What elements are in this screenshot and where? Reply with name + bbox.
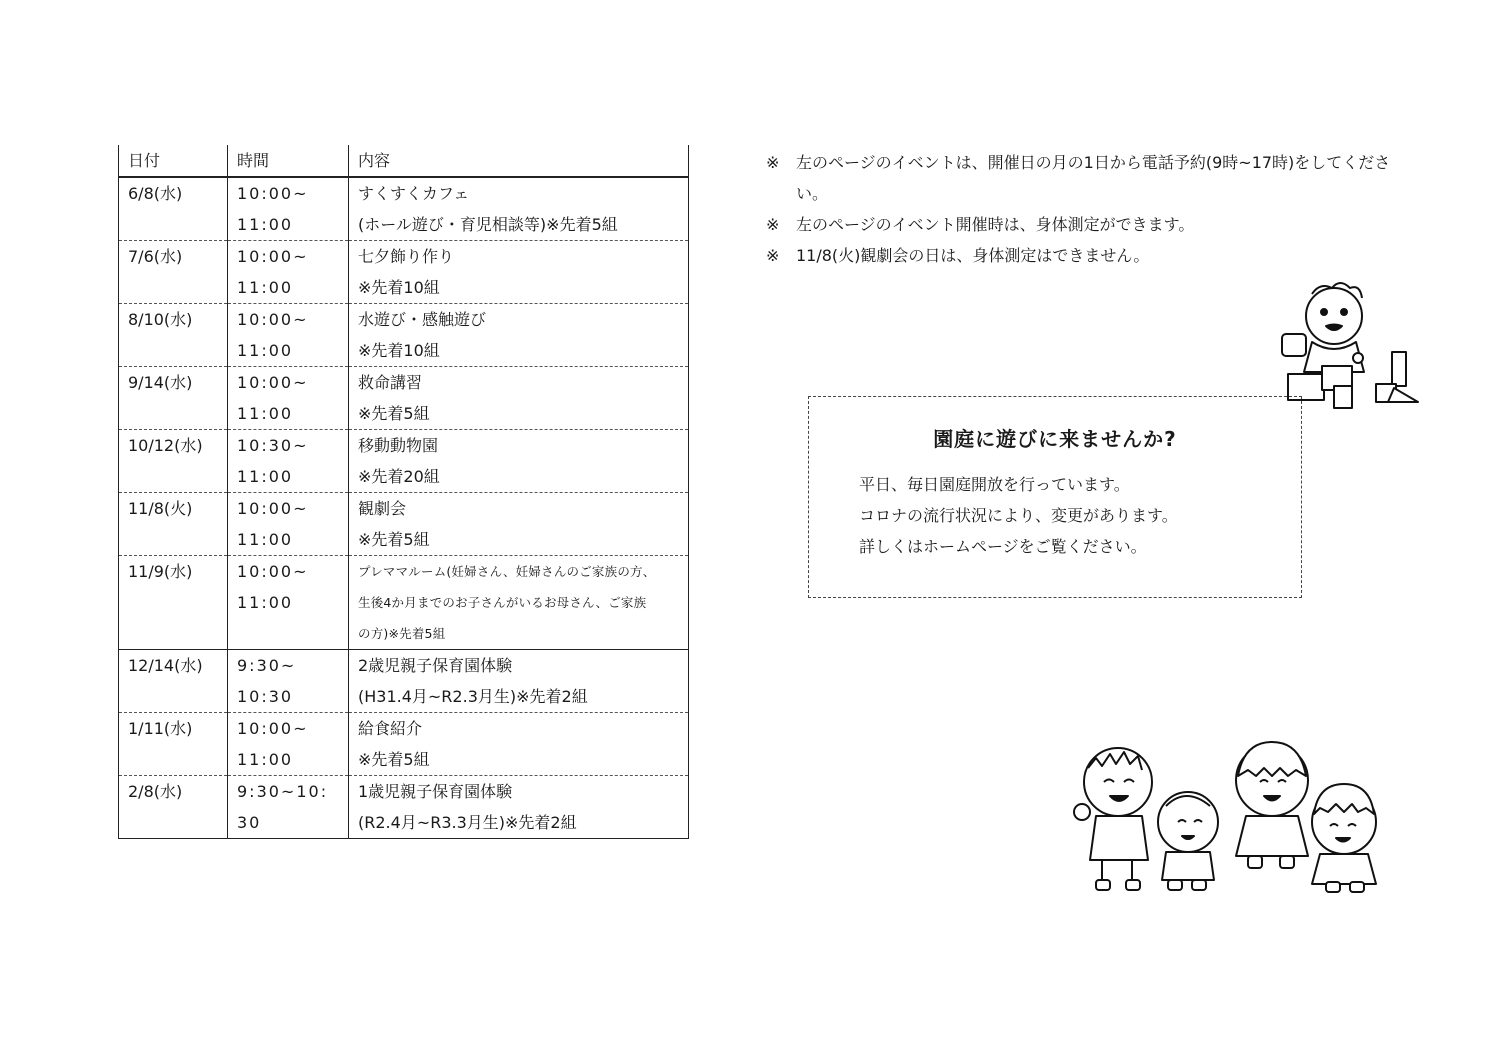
row-time: 10:00~ 11:00 bbox=[228, 304, 349, 367]
row-content: 救命講習 ※先着5組 bbox=[349, 367, 689, 430]
table-row bbox=[119, 556, 689, 650]
table-row bbox=[119, 430, 689, 493]
garden-line: コロナの流行状況により、変更があります。 bbox=[859, 506, 1178, 525]
row-time: 10:00~ 11:00 bbox=[228, 493, 349, 556]
table-row bbox=[119, 650, 689, 713]
row-date: 6/8(水) bbox=[119, 177, 228, 241]
garden-title: 園庭に遊びに来ませんか? bbox=[933, 427, 1177, 451]
table-row bbox=[119, 776, 689, 839]
table-row bbox=[119, 493, 689, 556]
note-mark: ※ bbox=[766, 246, 780, 265]
garden-lines bbox=[859, 469, 1178, 562]
header-content: 内容 bbox=[349, 145, 689, 177]
row-date: 11/9(水) bbox=[119, 556, 228, 650]
row-time: 9:30~10: 30 bbox=[228, 776, 349, 839]
row-time: 9:30~ 10:30 bbox=[228, 650, 349, 713]
row-date: 9/14(水) bbox=[119, 367, 228, 430]
note-item bbox=[766, 240, 1406, 271]
four-children-icon bbox=[1066, 740, 1386, 898]
notes-list bbox=[766, 147, 1406, 271]
row-content: 2歳児親子保育園体験 (H31.4月~R2.3月生)※先着2組 bbox=[349, 650, 689, 713]
header-date: 日付 bbox=[119, 145, 228, 177]
row-date: 8/10(水) bbox=[119, 304, 228, 367]
table-row bbox=[119, 177, 689, 241]
garden-open-notice bbox=[808, 396, 1302, 598]
row-date: 7/6(水) bbox=[119, 241, 228, 304]
note-mark: ※ bbox=[766, 215, 780, 234]
row-time: 10:00~ 11:00 bbox=[228, 713, 349, 776]
row-content: 水遊び・感触遊び ※先着10組 bbox=[349, 304, 689, 367]
row-date: 1/11(水) bbox=[119, 713, 228, 776]
row-date: 12/14(水) bbox=[119, 650, 228, 713]
row-content: 1歳児親子保育園体験 (R2.4月~R3.3月生)※先着2組 bbox=[349, 776, 689, 839]
row-time: 10:00~ 11:00 bbox=[228, 556, 349, 650]
row-time: 10:00~ 11:00 bbox=[228, 241, 349, 304]
table-row bbox=[119, 241, 689, 304]
row-date: 2/8(水) bbox=[119, 776, 228, 839]
note-item bbox=[766, 147, 1406, 209]
child-with-blocks-icon bbox=[1272, 276, 1422, 411]
garden-line: 平日、毎日園庭開放を行っています。 bbox=[859, 475, 1130, 494]
row-time: 10:30~ 11:00 bbox=[228, 430, 349, 493]
row-date: 11/8(火) bbox=[119, 493, 228, 556]
table-row bbox=[119, 304, 689, 367]
garden-line: 詳しくはホームページをご覧ください。 bbox=[859, 537, 1147, 556]
row-time: 10:00~ 11:00 bbox=[228, 367, 349, 430]
note-text: 左のページのイベントは、開催日の月の1日から電話予約(9時~17時)をしてください。 bbox=[796, 153, 1391, 203]
row-content: 給食紹介 ※先着5組 bbox=[349, 713, 689, 776]
row-date: 10/12(水) bbox=[119, 430, 228, 493]
table-row bbox=[119, 713, 689, 776]
row-time: 10:00~ 11:00 bbox=[228, 177, 349, 241]
note-mark: ※ bbox=[766, 153, 780, 172]
row-content: すくすくカフェ (ホール遊び・育児相談等)※先着5組 bbox=[349, 177, 689, 241]
row-content: プレママルーム(妊婦さん、妊婦さんのご家族の方、 生後4か月までのお子さんがいるお母さん、ご家族 の方)※先着5組 bbox=[349, 556, 689, 650]
table-row bbox=[119, 367, 689, 430]
note-item bbox=[766, 209, 1406, 240]
row-content: 移動動物園 ※先着20組 bbox=[349, 430, 689, 493]
header-time: 時間 bbox=[228, 145, 349, 177]
note-text: 11/8(火)観劇会の日は、身体測定はできません。 bbox=[796, 246, 1150, 265]
event-schedule-table bbox=[118, 145, 689, 839]
row-content: 七夕飾り作り ※先着10組 bbox=[349, 241, 689, 304]
note-text: 左のページのイベント開催時は、身体測定ができます。 bbox=[796, 215, 1195, 234]
table-header-row bbox=[119, 145, 689, 177]
row-content: 観劇会 ※先着5組 bbox=[349, 493, 689, 556]
